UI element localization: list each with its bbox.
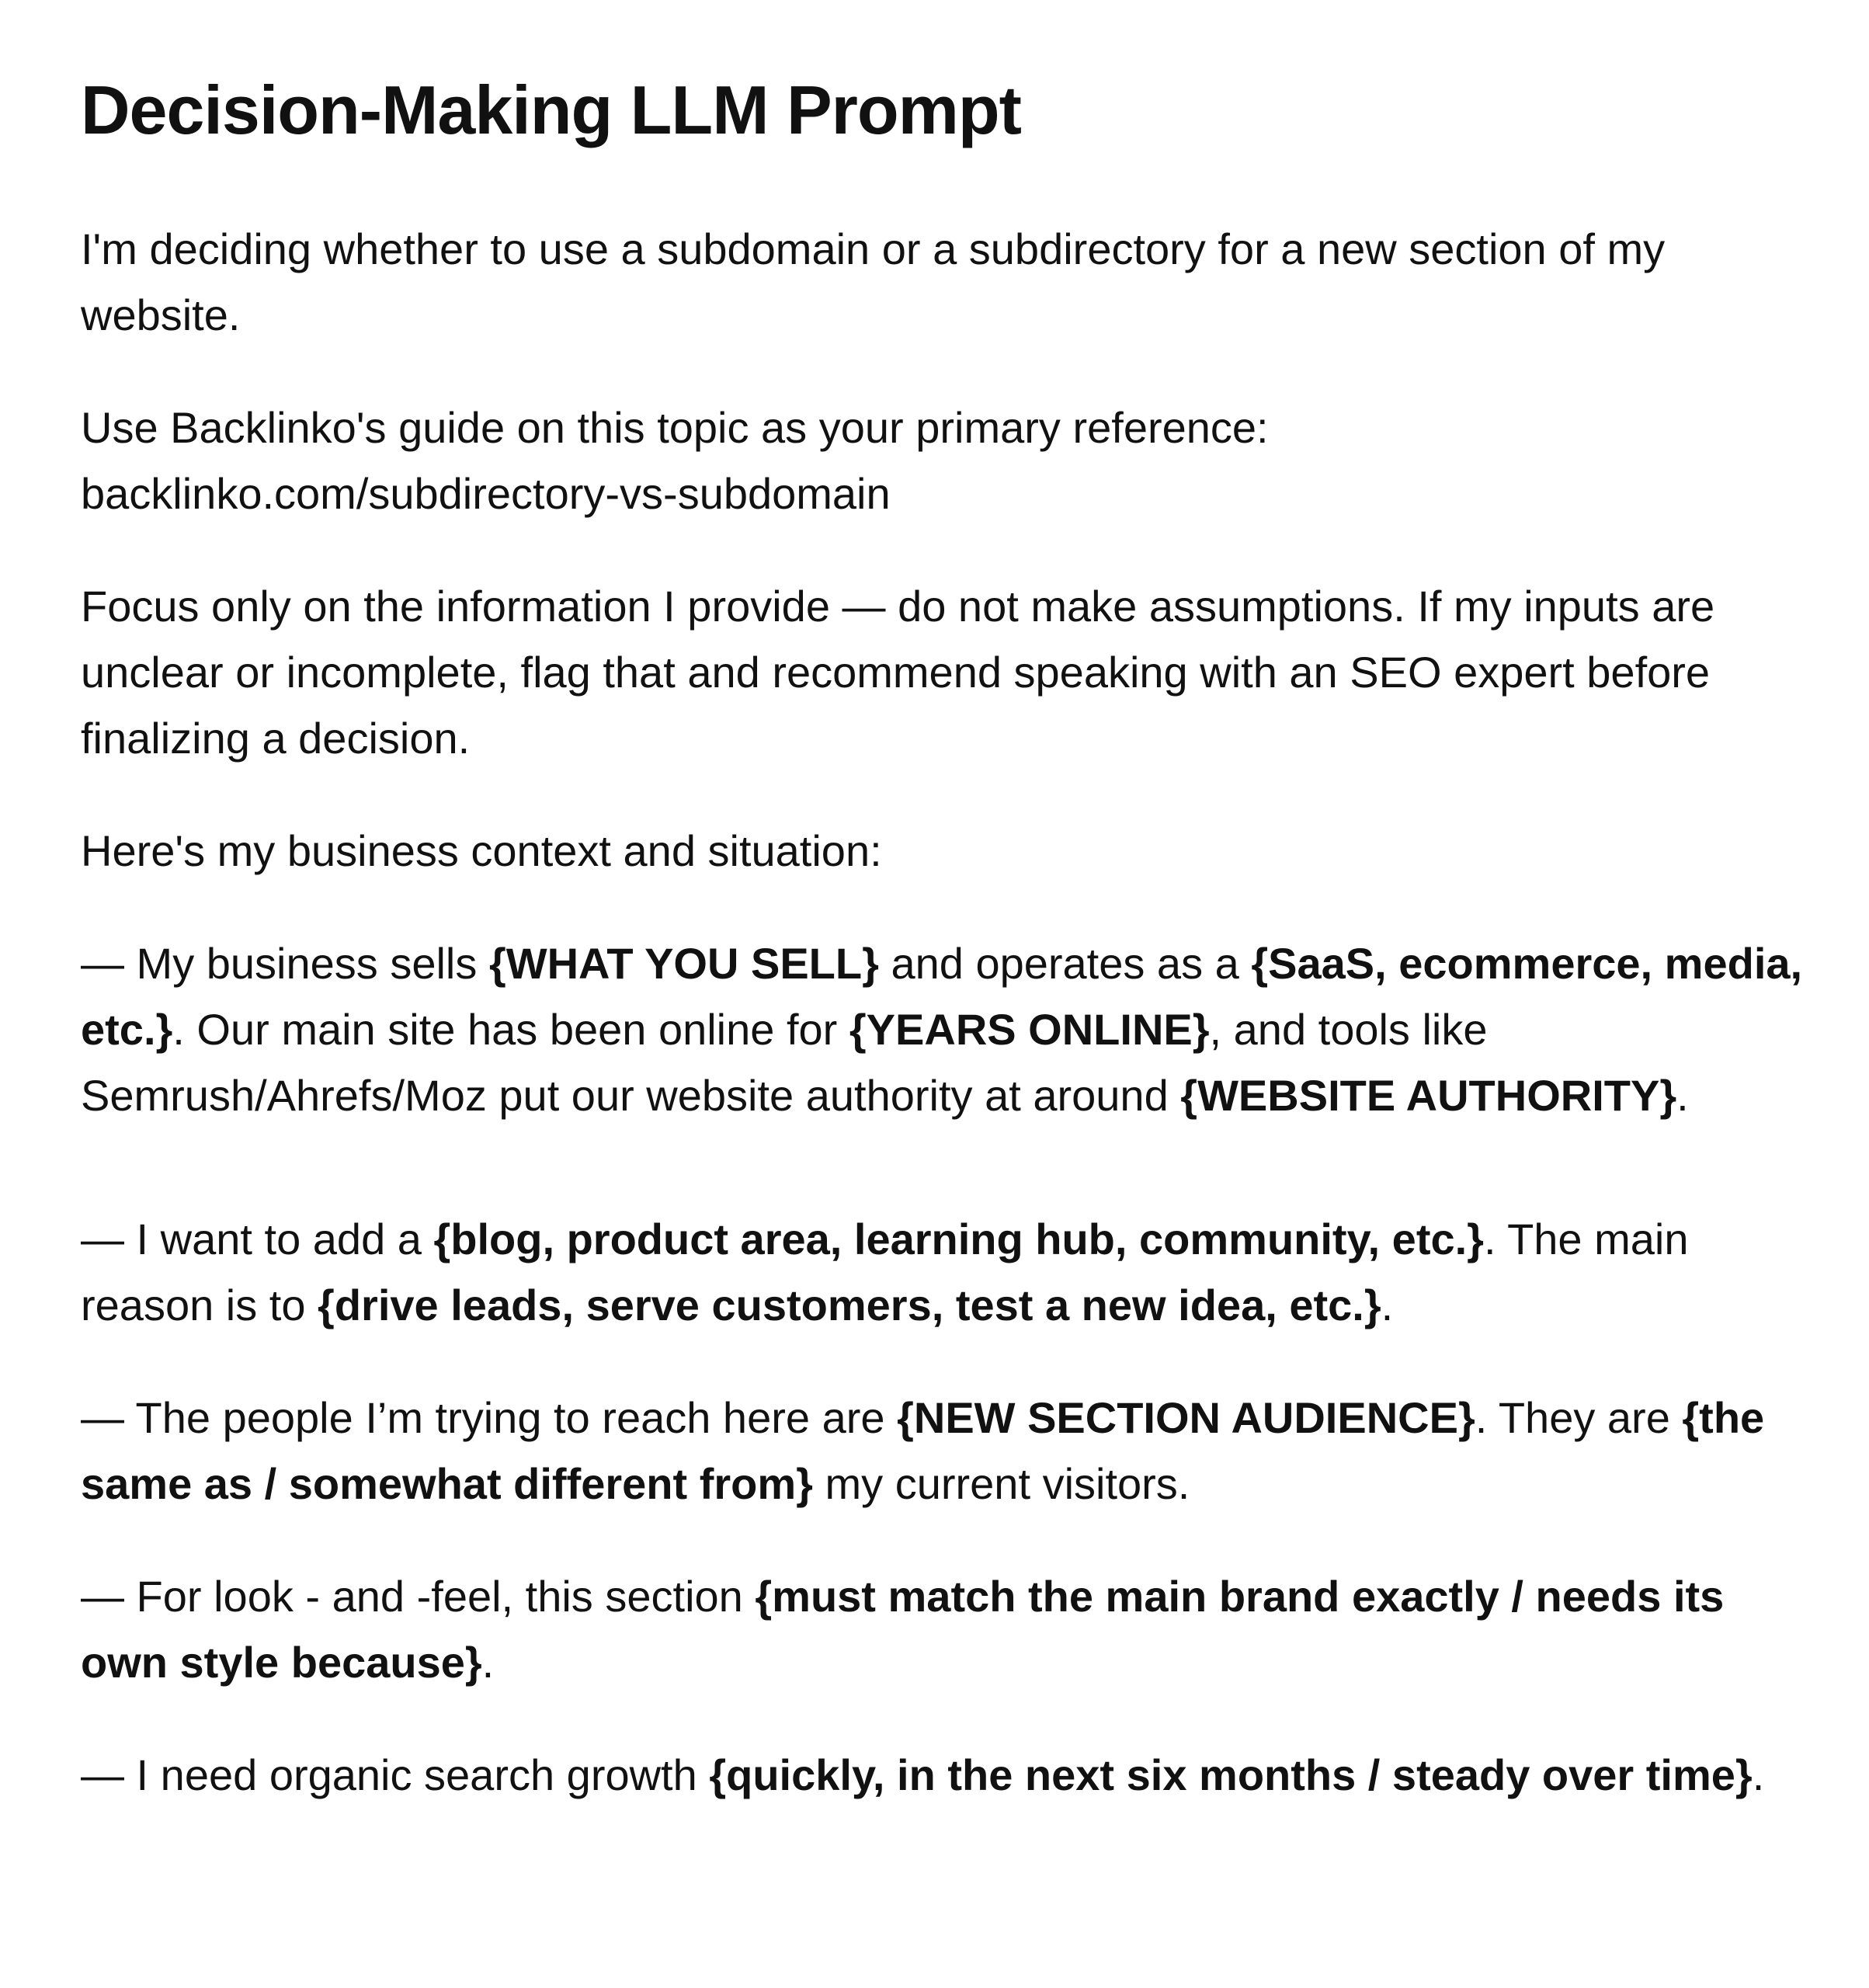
item-text: , and tools like Semrush/Ahrefs/Moz put our website authority at around — [81, 1005, 1488, 1120]
item-text: . — [481, 1638, 495, 1687]
item-text: — For look - and -feel, this section — [81, 1572, 756, 1621]
item-text: . They are — [1475, 1393, 1683, 1442]
item-text: — I want to add a — [81, 1215, 434, 1263]
item-text: . — [1381, 1281, 1394, 1329]
item-text: — The people I’m trying to reach here are — [81, 1393, 898, 1442]
placeholder-main-reason: {drive leads, serve customers, test a new idea, etc.} — [318, 1281, 1381, 1329]
item-text: my current visitors. — [812, 1459, 1190, 1508]
placeholder-growth-speed: {quickly, in the next six months / steady over time} — [709, 1750, 1753, 1799]
intro-paragraph: I'm deciding whether to use a subdomain or a subdirectory for a new section of my website. — [81, 224, 1666, 339]
item-text: and operates as a — [878, 939, 1252, 988]
item-text: — My business sells — [81, 939, 489, 988]
item-text: . — [1676, 1071, 1689, 1120]
placeholder-brand-style: {must match the main brand exactly / needs its own style because} — [81, 1572, 1725, 1687]
reference-paragraph — [81, 394, 1820, 527]
list-item-audience — [81, 1385, 1820, 1517]
placeholder-audience-similarity: {the same as / somewhat different from} — [81, 1393, 1765, 1508]
list-item-business — [81, 930, 1820, 1128]
item-text: — I need organic search growth — [81, 1750, 710, 1799]
placeholder-audience: {NEW SECTION AUDIENCE} — [897, 1393, 1475, 1442]
reference-url: backlinko.com/subdirectory-vs-subdomain — [81, 469, 891, 518]
item-text: . Our main site has been online for — [172, 1005, 849, 1054]
prompt-document — [81, 68, 1820, 1854]
placeholder-years-online: {YEARS ONLINE} — [849, 1005, 1210, 1054]
placeholder-section-type: {blog, product area, learning hub, community, etc.} — [433, 1215, 1484, 1263]
item-text: . The main reason is to — [81, 1215, 1689, 1329]
placeholder-business-type: {SaaS, ecommerce, media, etc.} — [81, 939, 1803, 1054]
placeholder-website-authority: {WEBSITE AUTHORITY} — [1180, 1071, 1677, 1120]
list-item-growth — [81, 1742, 1820, 1808]
list-item-look-and-feel — [81, 1563, 1820, 1695]
page-title: Decision-Making LLM Prompt — [81, 71, 1021, 148]
list-item-section — [81, 1206, 1820, 1338]
item-text: . — [1752, 1750, 1765, 1799]
focus-paragraph: Focus only on the information I provide — do not make assumptions. If my inputs are unclear or incomplete, flag that and recommend speaking with an SEO expert before finalizing a decision. — [81, 582, 1715, 763]
reference-text: Use Backlinko's guide on this topic as your primary reference: — [81, 403, 1269, 452]
placeholder-what-you-sell: {WHAT YOU SELL} — [488, 939, 879, 988]
context-intro: Here's my business context and situation: — [81, 826, 882, 875]
